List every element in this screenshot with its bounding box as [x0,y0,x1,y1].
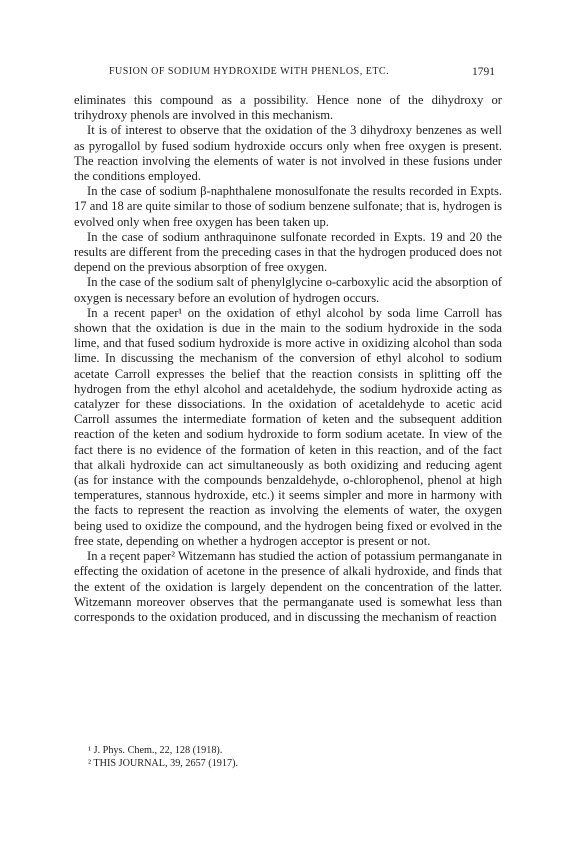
footnote: ¹ J. Phys. Chem., 22, 128 (1918). [88,745,223,756]
article-body [74,93,502,625]
running-title: FUSION OF SODIUM HYDROXIDE WITH PHENLOS, ETC. [109,66,390,77]
paragraph: It is of interest to observe that the oxidation of the 3 dihydroxy benzenes as well as pyrogallol by fused sodium hydroxide occurs only when free oxygen is present. The reaction involving the elements of water is not involved in these fusions under the conditions employed. [74,123,502,184]
paragraph: In the case of sodium anthraquinone sulfonate recorded in Expts. 19 and 20 the results are different from the preceding cases in that the hydrogen produced does not depend on the previous absorption of free oxygen. [74,229,502,275]
paragraph: In the case of the sodium salt of phenylglycine o-carboxylic acid the absorption of oxygen is necessary before an evolution of hydrogen occurs. [74,275,502,305]
paragraph: In a recent paper¹ on the oxidation of ethyl alcohol by soda lime Carroll has shown that the oxidation is due in the main to the sodium hydroxide in the soda lime, and that fused sodium hydroxide is more active in oxidizing alcohol than soda lime. In discussing the mechanism of the conversion of ethyl alcohol to sodium acetate Carroll expresses the belief that the reaction consists in splitting off the hydrogen from the ethyl alcohol and acetaldehyde, the sodium hydroxide acting as catalyzer for these dissociations. In the oxidation of acetaldehyde to acetic acid Carroll assumes the intermediate formation of keten and the subsequent addition reaction of the keten and sodium hydroxide to form sodium acetate. In view of the fact there is no evidence of the formation of keten in this reaction, and of the fact that alkali hydroxide can act simultaneously as both oxidizing and reducing agent (as for instance with the compounds benzaldehyde, o-chlorophenol, phenol at high temperatures, stannous hydroxide, etc.) it seems simpler and more in harmony with the facts to represent the reaction as involving the elements of water, the oxygen being used to oxidize the compound, and the hydrogen being fixed or evolved in the free state, depending on whether a hydrogen acceptor is present or not. [74,305,502,548]
footnotes [74,745,502,770]
page-number: 1791 [472,66,495,78]
paragraph: eliminates this compound as a possibility. Hence none of the dihydroxy or trihydroxy phenols are involved in this mechanism. [74,93,502,123]
paragraph: In a reçent paper² Witzemann has studied the action of potassium permanganate in effecting the oxidation of acetone in the presence of alkali hydroxide, and finds that the extent of the oxidation is largely dependent on the concentration of the latter. Witzemann moreover observes that the permanganate used is somewhat less than corresponds to the oxidation produced, and in discussing the mechanism of reaction [74,549,502,624]
footnote: ² THIS JOURNAL, 39, 2657 (1917). [88,757,239,769]
paragraph: In the case of sodium β-naphthalene monosulfonate the results recorded in Expts. 17 and 18 are quite similar to those of sodium benzene sulfonate; that is, hydrogen is evolved only when free oxygen has been taken up. [74,184,502,229]
